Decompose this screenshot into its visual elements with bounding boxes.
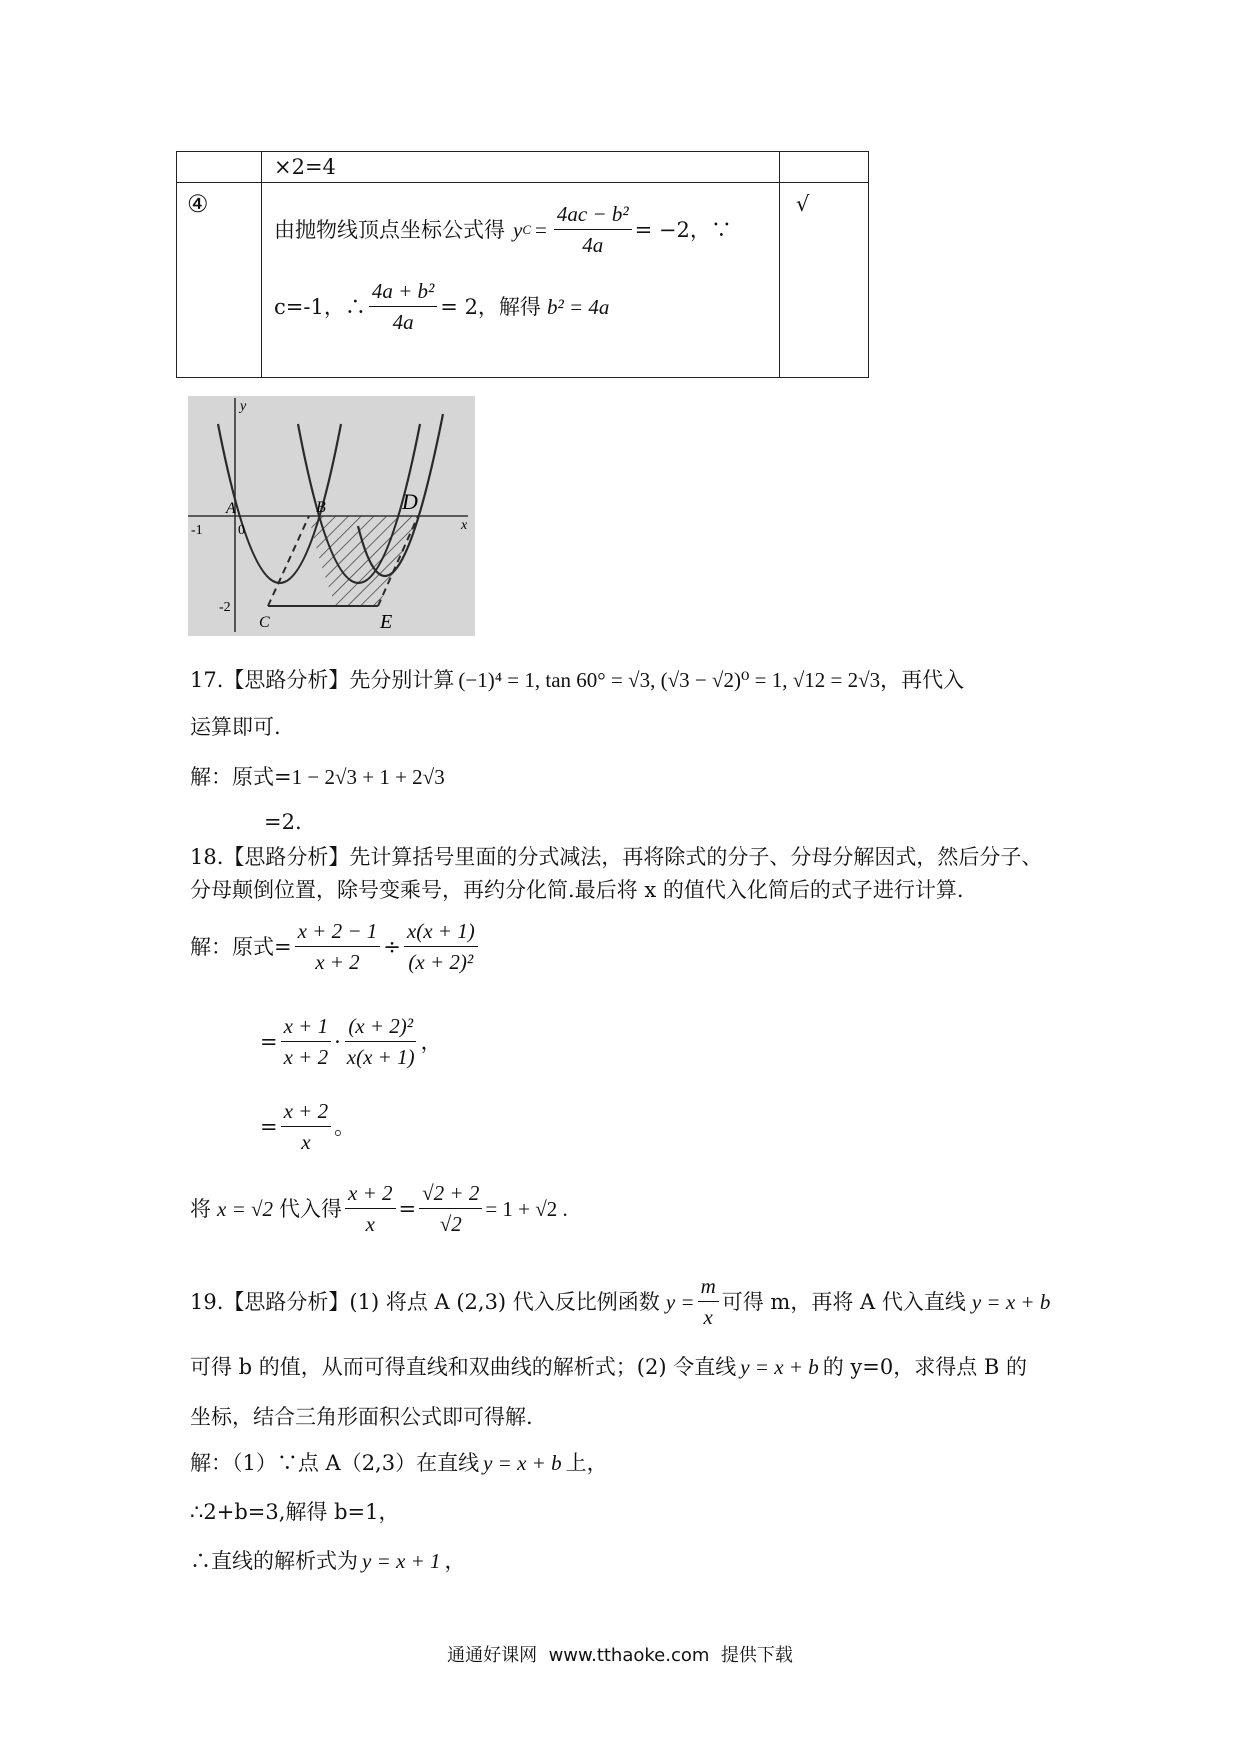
q17-formulas: (−1)⁴ = 1, tan 60° = √3, (√3 − √2)⁰ = 1, √12 = 2√3 bbox=[458, 668, 881, 692]
point-a-label: A bbox=[226, 500, 236, 517]
y-axis-label: y bbox=[240, 399, 247, 414]
q17-solution: 解：原式= 1 − 2√3 + 1 + 2√3 bbox=[190, 765, 445, 789]
point-d-label: D bbox=[402, 489, 418, 514]
tick-neg2: -2 bbox=[219, 600, 231, 615]
row1-text: ×2=4 bbox=[274, 155, 336, 179]
check-mark: √ bbox=[796, 192, 810, 216]
table-cell-empty bbox=[780, 152, 869, 183]
formula-line-2: c=-1，∴ $\frac{\text{4a + b²}}{4a}$ = 2，解得 b² = 4a bbox=[274, 279, 610, 334]
q18-number: 18. bbox=[190, 845, 224, 869]
tick-neg1: -1 bbox=[191, 523, 203, 538]
q18-step-3: = $\frac{x + 2}{x}$ 。 bbox=[260, 1099, 356, 1154]
c-fraction: $\frac{\text{4a + b²}}{4a}$ bbox=[369, 278, 437, 335]
row2-label: ④ bbox=[187, 190, 209, 218]
q19-heading: 【思路分析】 bbox=[223, 1289, 350, 1314]
point-c-label: C bbox=[259, 614, 270, 631]
q17-line-2: 运算即可. bbox=[190, 715, 281, 739]
q18-step-1: 解：原式= $\frac{x + 2 - 1}{x + 2}$ ÷ $\frac{x(x + 1)}{\text{(x + 2)²}}$ bbox=[190, 918, 481, 975]
parabola-graph bbox=[188, 396, 475, 636]
q19-solution-2: ∴2+b=3,解得 b=1， bbox=[190, 1500, 400, 1524]
q18-line-1: 18. 【思路分析】 先计算括号里面的分式减法，再将除式的分子、分母分解因式，然后分子、 bbox=[190, 842, 1042, 872]
x-axis-label: x bbox=[461, 518, 468, 533]
formula-line-1: 由抛物线顶点坐标公式得 y C = $\frac{\text{4ac − b²}}{4a}$ = −2，∵ bbox=[274, 202, 732, 257]
vertex-fraction: $\frac{\text{4ac − b²}}{4a}$ bbox=[554, 201, 632, 258]
q19-line-2: 可得 b 的值，从而可得直线和双曲线的解析式；(2) 令直线 y = x + b 的 y=0，求得点 B 的 bbox=[190, 1355, 1027, 1379]
q17-line-1: 17. 【思路分析】 先分别计算 (−1)⁴ = 1, tan 60° = √3, (√3 − √2)⁰ = 1, √12 = 2√3 ，再代入 bbox=[190, 665, 964, 695]
q19-line-3: 坐标，结合三角形面积公式即可得解. bbox=[190, 1405, 533, 1429]
q19-solution-1: 解：（1）∵点 A（2,3）在直线 y = x + b 上， bbox=[190, 1451, 608, 1475]
tick-0: 0 bbox=[238, 523, 245, 538]
q19-line-1: 19. 【思路分析】 (1) 将点 A (2,3) 代入反比例函数 y = $\frac{m}{x}$ 可得 m，再将 A 代入直线 y = x + b bbox=[190, 1274, 1051, 1329]
table-cell-empty bbox=[177, 152, 262, 183]
q19-solution-3: ∴直线的解析式为 y = x + 1 ， bbox=[190, 1549, 466, 1573]
answer-table bbox=[176, 151, 869, 378]
table-cell-formula bbox=[262, 183, 780, 378]
q18-substitution: 将 x = √2 代入得 $\frac{x + 2}{x}$ = $\frac{√2 + 2}{√2}$ = 1 + √2 . bbox=[190, 1181, 568, 1236]
parabola-figure bbox=[188, 396, 475, 636]
page-footer: 通通好课网 www.tthaoke.com 提供下载 bbox=[447, 1645, 793, 1666]
q17-number: 17. bbox=[190, 668, 224, 692]
table-check-cell bbox=[780, 183, 869, 378]
table-row-label-cell bbox=[177, 183, 262, 378]
q18-line-2: 分母颠倒位置，除号变乘号，再约分化简.最后将 x 的值代入化简后的式子进行计算. bbox=[190, 878, 964, 902]
point-b-label: B bbox=[316, 499, 326, 516]
point-e-label: E bbox=[380, 611, 393, 633]
q18-heading: 【思路分析】 bbox=[223, 845, 350, 869]
table-cell-text bbox=[262, 152, 780, 183]
q17-heading: 【思路分析】 bbox=[223, 668, 350, 692]
q18-step-2: = $\frac{x + 1}{x + 2}$ · $\frac{\text{(x + 2)²}}{x(x + 1)}$ ， bbox=[260, 1014, 442, 1069]
q17-result: =2. bbox=[264, 810, 302, 834]
q19-number: 19. bbox=[190, 1289, 224, 1314]
